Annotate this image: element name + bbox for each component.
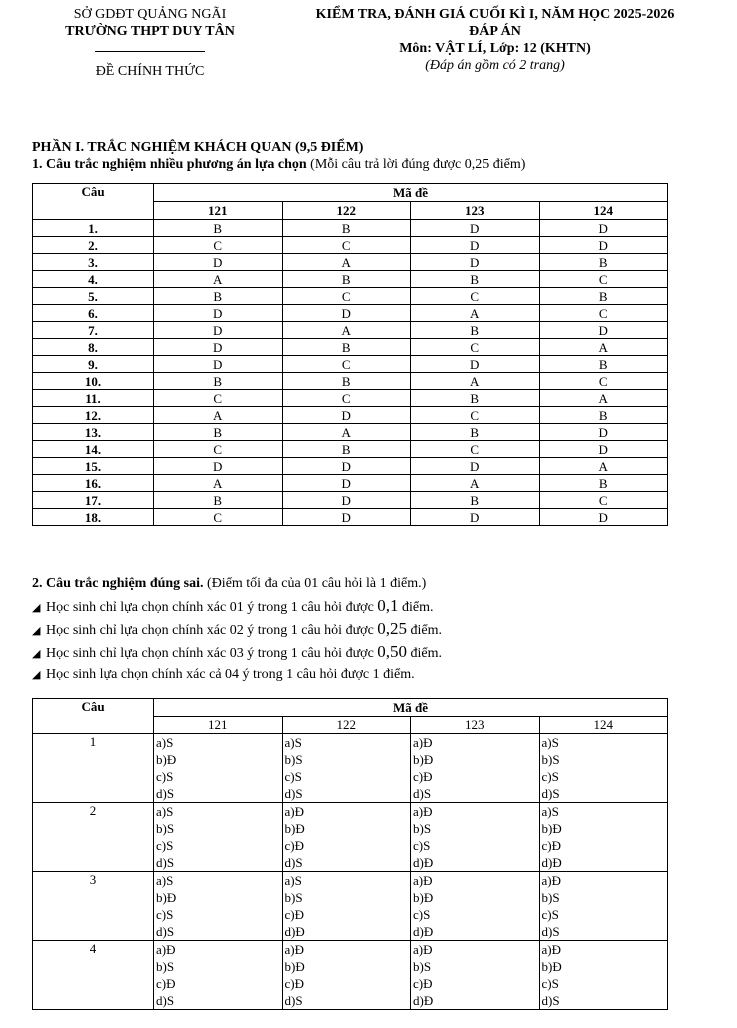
- answer-cell: C: [282, 390, 411, 407]
- part1-title: PHẦN I. TRẮC NGHIỆM KHÁCH QUAN (9,5 ĐIỂM): [32, 140, 364, 155]
- scoring-rule-suffix: điểm.: [407, 623, 443, 638]
- statement-answer: c)S: [541, 907, 559, 922]
- answer-cell: [539, 872, 668, 941]
- true-false-heading: [32, 576, 426, 592]
- statement-answer: b)S: [284, 890, 303, 905]
- answer-cell: [539, 803, 668, 872]
- statement-answer: a)Đ: [413, 873, 433, 888]
- statement-answer: d)S: [541, 924, 560, 939]
- statement-answer: d)Đ: [413, 855, 434, 870]
- statement-answer: b)Đ: [413, 752, 434, 767]
- answer-cell: [282, 734, 411, 803]
- answer-cell: D: [282, 407, 411, 424]
- table-row: [33, 492, 668, 509]
- statement-answer: d)Đ: [413, 924, 434, 939]
- statement-answer: c)S: [541, 976, 559, 991]
- question-number: 17.: [33, 492, 154, 509]
- statement-answer: a)Đ: [413, 735, 433, 750]
- statement-answer: a)Đ: [284, 942, 304, 957]
- statement-answer: d)Đ: [284, 924, 305, 939]
- exam-code-121: 121: [154, 717, 283, 734]
- statement-answer: c)S: [156, 769, 174, 784]
- answer-cell: B: [411, 390, 540, 407]
- table-row: [33, 305, 668, 322]
- answer-cell: B: [154, 220, 283, 237]
- statement-answer: c)Đ: [156, 976, 176, 991]
- statement-answer: d)S: [284, 855, 303, 870]
- scoring-points: 0,25: [377, 619, 408, 638]
- answer-cell: D: [411, 254, 540, 271]
- answer-cell: C: [411, 288, 540, 305]
- exam-code-header: Mã đề: [154, 184, 668, 202]
- statement-answer: a)Đ: [156, 942, 176, 957]
- scoring-rule: [32, 640, 442, 663]
- table-row: [33, 509, 668, 526]
- page-count-note: (Đáp án gồm có 2 trang): [425, 58, 565, 73]
- answer-cell: B: [539, 407, 668, 424]
- statement-answer: a)S: [284, 873, 302, 888]
- statement-answer: d)S: [541, 993, 560, 1008]
- answer-cell: D: [282, 305, 411, 322]
- answer-cell: [411, 803, 540, 872]
- statement-answer: a)Đ: [413, 804, 433, 819]
- exam-code-122: 122: [282, 202, 411, 220]
- scoring-points: 0,1: [377, 596, 399, 615]
- question-number: 10.: [33, 373, 154, 390]
- scoring-rule: [32, 617, 442, 640]
- answer-cell: [154, 734, 283, 803]
- question-number: 14.: [33, 441, 154, 458]
- statement-answer: d)S: [284, 786, 303, 801]
- question-number: 15.: [33, 458, 154, 475]
- table-row: [33, 475, 668, 492]
- answer-cell: B: [154, 492, 283, 509]
- statement-answer: c)Đ: [413, 976, 433, 991]
- exam-code-122: 122: [282, 717, 411, 734]
- scoring-rule-suffix: điểm.: [398, 600, 434, 615]
- exam-code-header: Mã đề: [154, 699, 668, 717]
- scoring-rule-suffix: điểm.: [407, 646, 443, 661]
- question-number: 2.: [33, 237, 154, 254]
- statement-answer: b)Đ: [413, 890, 434, 905]
- statement-answer: d)Đ: [541, 855, 562, 870]
- statement-answer: d)S: [156, 924, 175, 939]
- table-row: [33, 941, 668, 1010]
- exam-title: KIỂM TRA, ĐÁNH GIÁ CUỐI KÌ I, NĂM HỌC 2025-2026: [315, 7, 675, 22]
- answer-cell: B: [411, 492, 540, 509]
- exam-header: [270, 6, 720, 74]
- answer-cell: B: [282, 373, 411, 390]
- statement-answer: d)S: [156, 993, 175, 1008]
- question-column-header: Câu: [33, 699, 154, 734]
- statement-answer: b)S: [284, 752, 303, 767]
- table-row: [33, 271, 668, 288]
- question-number: 2: [33, 803, 154, 872]
- question-number: 1.: [33, 220, 154, 237]
- question-number: 8.: [33, 339, 154, 356]
- table-row: [33, 254, 668, 271]
- answer-cell: [411, 734, 540, 803]
- table-row: [33, 441, 668, 458]
- statement-answer: d)S: [284, 993, 303, 1008]
- question-number: 12.: [33, 407, 154, 424]
- statement-answer: b)Đ: [284, 959, 305, 974]
- table-row: [33, 373, 668, 390]
- statement-answer: b)S: [541, 752, 560, 767]
- table-row: [33, 220, 668, 237]
- statement-answer: b)S: [156, 959, 175, 974]
- school-header: [30, 6, 270, 80]
- question-number: 3.: [33, 254, 154, 271]
- answer-cell: C: [539, 305, 668, 322]
- answer-cell: A: [411, 475, 540, 492]
- answer-cell: B: [539, 356, 668, 373]
- statement-answer: b)Đ: [156, 752, 177, 767]
- answer-cell: D: [539, 322, 668, 339]
- answer-cell: [411, 872, 540, 941]
- table-row: [33, 288, 668, 305]
- table-row: [33, 872, 668, 941]
- multiple-choice-heading-note: (Mỗi câu trả lời đúng được 0,25 điểm): [306, 157, 526, 172]
- question-number: 4: [33, 941, 154, 1010]
- answer-cell: C: [154, 237, 283, 254]
- answer-cell: [539, 941, 668, 1010]
- statement-answer: c)S: [413, 907, 431, 922]
- answer-cell: A: [411, 305, 540, 322]
- exam-code-121: 121: [154, 202, 283, 220]
- question-number: 3: [33, 872, 154, 941]
- answer-cell: C: [539, 373, 668, 390]
- statement-answer: a)S: [541, 735, 559, 750]
- answer-cell: D: [154, 322, 283, 339]
- answer-cell: [154, 941, 283, 1010]
- statement-answer: c)Đ: [284, 907, 304, 922]
- answer-cell: D: [539, 509, 668, 526]
- question-number: 5.: [33, 288, 154, 305]
- answer-cell: B: [411, 322, 540, 339]
- answer-cell: C: [282, 288, 411, 305]
- answer-cell: A: [539, 458, 668, 475]
- answer-cell: A: [539, 390, 668, 407]
- answer-cell: [282, 803, 411, 872]
- table-row: [33, 803, 668, 872]
- answer-cell: C: [282, 237, 411, 254]
- answer-cell: C: [411, 441, 540, 458]
- table-row: [33, 424, 668, 441]
- table-row: [33, 458, 668, 475]
- answer-cell: A: [282, 424, 411, 441]
- answer-cell: [282, 872, 411, 941]
- statement-answer: d)Đ: [413, 993, 434, 1008]
- answer-cell: D: [539, 441, 668, 458]
- table-row: [33, 339, 668, 356]
- official-exam-label: ĐỀ CHÍNH THỨC: [95, 64, 205, 79]
- table-row: [33, 356, 668, 373]
- department-name: SỞ GDĐT QUẢNG NGÃI: [73, 7, 227, 22]
- question-number: 13.: [33, 424, 154, 441]
- scoring-rule: [32, 594, 442, 617]
- scoring-rule: [32, 663, 442, 686]
- answer-cell: B: [411, 271, 540, 288]
- question-number: 1: [33, 734, 154, 803]
- answer-cell: D: [411, 220, 540, 237]
- statement-answer: c)Đ: [541, 838, 561, 853]
- answer-cell: D: [539, 424, 668, 441]
- multiple-choice-heading: [32, 157, 525, 173]
- question-number: 6.: [33, 305, 154, 322]
- answer-cell: C: [411, 407, 540, 424]
- answer-cell: B: [411, 424, 540, 441]
- answer-cell: [539, 734, 668, 803]
- answer-cell: A: [154, 407, 283, 424]
- question-column-header: Câu: [33, 184, 154, 220]
- answer-key-title: ĐÁP ÁN: [469, 24, 521, 39]
- table-row: [33, 390, 668, 407]
- statement-answer: a)S: [541, 804, 559, 819]
- bullet-icon: ◢: [32, 624, 41, 637]
- true-false-heading-bold: 2. Câu trắc nghiệm đúng sai.: [32, 576, 204, 591]
- bullet-icon: ◢: [32, 647, 41, 660]
- statement-answer: a)Đ: [413, 942, 433, 957]
- statement-answer: a)S: [284, 735, 302, 750]
- exam-code-124: 124: [539, 717, 668, 734]
- subject-line: Môn: VẬT LÍ, Lớp: 12 (KHTN): [399, 41, 591, 56]
- question-number: 7.: [33, 322, 154, 339]
- answer-cell: A: [282, 322, 411, 339]
- statement-answer: a)S: [156, 804, 174, 819]
- answer-cell: B: [282, 339, 411, 356]
- answer-cell: B: [539, 254, 668, 271]
- exam-code-123: 123: [411, 202, 540, 220]
- answer-cell: [154, 803, 283, 872]
- statement-answer: a)S: [156, 735, 174, 750]
- statement-answer: b)S: [156, 821, 175, 836]
- answer-cell: C: [154, 509, 283, 526]
- answer-cell: D: [282, 475, 411, 492]
- statement-answer: c)S: [156, 838, 174, 853]
- school-name: TRƯỜNG THPT DUY TÂN: [65, 24, 235, 39]
- question-number: 16.: [33, 475, 154, 492]
- statement-answer: b)Đ: [284, 821, 305, 836]
- answer-cell: C: [539, 271, 668, 288]
- multiple-choice-heading-bold: 1. Câu trắc nghiệm nhiều phương án lựa chọn: [32, 157, 307, 172]
- statement-answer: c)S: [413, 838, 431, 853]
- answer-cell: D: [411, 237, 540, 254]
- answer-cell: A: [411, 373, 540, 390]
- answer-cell: D: [154, 339, 283, 356]
- answer-cell: B: [282, 441, 411, 458]
- scoring-rule-text: Học sinh chỉ lựa chọn chính xác 02 ý trong 1 câu hỏi được: [46, 623, 378, 638]
- answer-cell: C: [154, 390, 283, 407]
- question-number: 9.: [33, 356, 154, 373]
- question-number: 4.: [33, 271, 154, 288]
- statement-answer: d)S: [156, 786, 175, 801]
- answer-cell: B: [539, 475, 668, 492]
- answer-cell: A: [539, 339, 668, 356]
- statement-answer: c)S: [284, 769, 302, 784]
- true-false-answer-table: [32, 698, 668, 1010]
- answer-cell: B: [154, 424, 283, 441]
- answer-cell: D: [411, 458, 540, 475]
- statement-answer: c)Đ: [284, 838, 304, 853]
- statement-answer: d)S: [156, 855, 175, 870]
- answer-cell: D: [539, 220, 668, 237]
- answer-cell: D: [154, 305, 283, 322]
- statement-answer: c)S: [156, 907, 174, 922]
- answer-cell: D: [411, 509, 540, 526]
- statement-answer: b)S: [413, 959, 432, 974]
- table-row: [33, 407, 668, 424]
- statement-answer: a)Đ: [284, 804, 304, 819]
- statement-answer: d)S: [413, 786, 432, 801]
- answer-cell: D: [154, 458, 283, 475]
- answer-cell: C: [539, 492, 668, 509]
- statement-answer: d)S: [541, 786, 560, 801]
- answer-cell: D: [154, 254, 283, 271]
- statement-answer: b)Đ: [156, 890, 177, 905]
- answer-cell: B: [539, 288, 668, 305]
- bullet-icon: ◢: [32, 668, 41, 681]
- answer-cell: D: [282, 458, 411, 475]
- table-row: [33, 734, 668, 803]
- answer-cell: B: [282, 271, 411, 288]
- statement-answer: b)Đ: [541, 959, 562, 974]
- answer-cell: A: [282, 254, 411, 271]
- statement-answer: a)Đ: [541, 873, 561, 888]
- scoring-rule-text: Học sinh chỉ lựa chọn chính xác 03 ý trong 1 câu hỏi được: [46, 646, 378, 661]
- statement-answer: c)Đ: [284, 976, 304, 991]
- statement-answer: b)S: [413, 821, 432, 836]
- question-number: 18.: [33, 509, 154, 526]
- answer-cell: D: [282, 509, 411, 526]
- answer-cell: [154, 872, 283, 941]
- answer-cell: [282, 941, 411, 1010]
- answer-cell: D: [154, 356, 283, 373]
- statement-answer: c)S: [541, 769, 559, 784]
- true-false-heading-note: (Điểm tối đa của 01 câu hỏi là 1 điểm.): [203, 576, 427, 591]
- answer-cell: D: [411, 356, 540, 373]
- table-row: [33, 237, 668, 254]
- answer-cell: D: [539, 237, 668, 254]
- statement-answer: b)Đ: [541, 821, 562, 836]
- header-underline: [95, 51, 205, 52]
- statement-answer: a)S: [156, 873, 174, 888]
- answer-cell: C: [411, 339, 540, 356]
- answer-cell: D: [282, 492, 411, 509]
- answer-cell: B: [282, 220, 411, 237]
- scoring-rule-text: Học sinh lựa chọn chính xác cả 04 ý trong 1 câu hỏi được 1 điểm.: [46, 667, 415, 682]
- question-number: 11.: [33, 390, 154, 407]
- exam-code-123: 123: [411, 717, 540, 734]
- statement-answer: a)Đ: [541, 942, 561, 957]
- answer-cell: A: [154, 271, 283, 288]
- answer-cell: C: [282, 356, 411, 373]
- multiple-choice-answer-table: [32, 183, 668, 526]
- answer-cell: [411, 941, 540, 1010]
- bullet-icon: ◢: [32, 601, 41, 614]
- table-row: [33, 322, 668, 339]
- scoring-rule-text: Học sinh chỉ lựa chọn chính xác 01 ý trong 1 câu hỏi được: [46, 600, 378, 615]
- answer-cell: C: [154, 441, 283, 458]
- scoring-points: 0,50: [377, 642, 408, 661]
- answer-cell: B: [154, 373, 283, 390]
- exam-code-124: 124: [539, 202, 668, 220]
- statement-answer: c)Đ: [413, 769, 433, 784]
- scoring-rules: [32, 594, 442, 686]
- answer-cell: B: [154, 288, 283, 305]
- answer-cell: A: [154, 475, 283, 492]
- statement-answer: b)S: [541, 890, 560, 905]
